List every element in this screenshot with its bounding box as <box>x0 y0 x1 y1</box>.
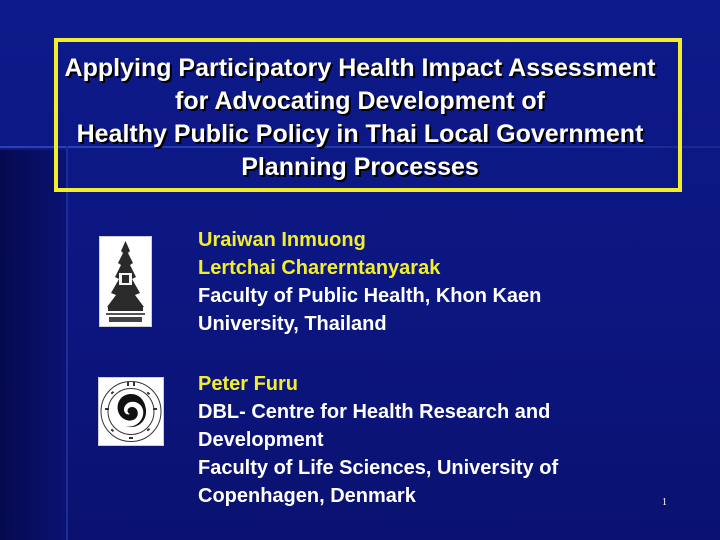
affiliation-line: DBL- Centre for Health Research and <box>198 401 551 423</box>
affiliation-line: Development <box>198 429 324 451</box>
affiliation-line: Faculty of Life Sciences, University of <box>198 457 559 479</box>
page-number: 1 <box>662 497 667 508</box>
slide-title <box>0 52 720 184</box>
kku-logo-icon <box>99 236 152 327</box>
title-line-3: Healthy Public Policy in Thai Local Government <box>76 120 644 148</box>
dbl-logo-icon <box>98 377 164 446</box>
author-name: Lertchai Charerntanyarak <box>198 257 441 279</box>
affiliation-block-dbl <box>198 370 558 510</box>
left-decor-band <box>0 150 68 540</box>
author-name: Peter Furu <box>198 373 299 395</box>
affiliation-line: Copenhagen, Denmark <box>198 485 416 507</box>
author-name: Uraiwan Inmuong <box>198 229 366 251</box>
title-line-2: for Advocating Development of <box>175 87 545 115</box>
affiliation-block-kku <box>198 226 541 338</box>
affiliation-line: Faculty of Public Health, Khon Kaen <box>198 285 542 307</box>
affiliation-line: University, Thailand <box>198 313 387 335</box>
title-line-4: Planning Processes <box>241 153 479 181</box>
vertical-divider <box>66 146 68 540</box>
title-line-1: Applying Participatory Health Impact Assessment <box>64 54 656 82</box>
